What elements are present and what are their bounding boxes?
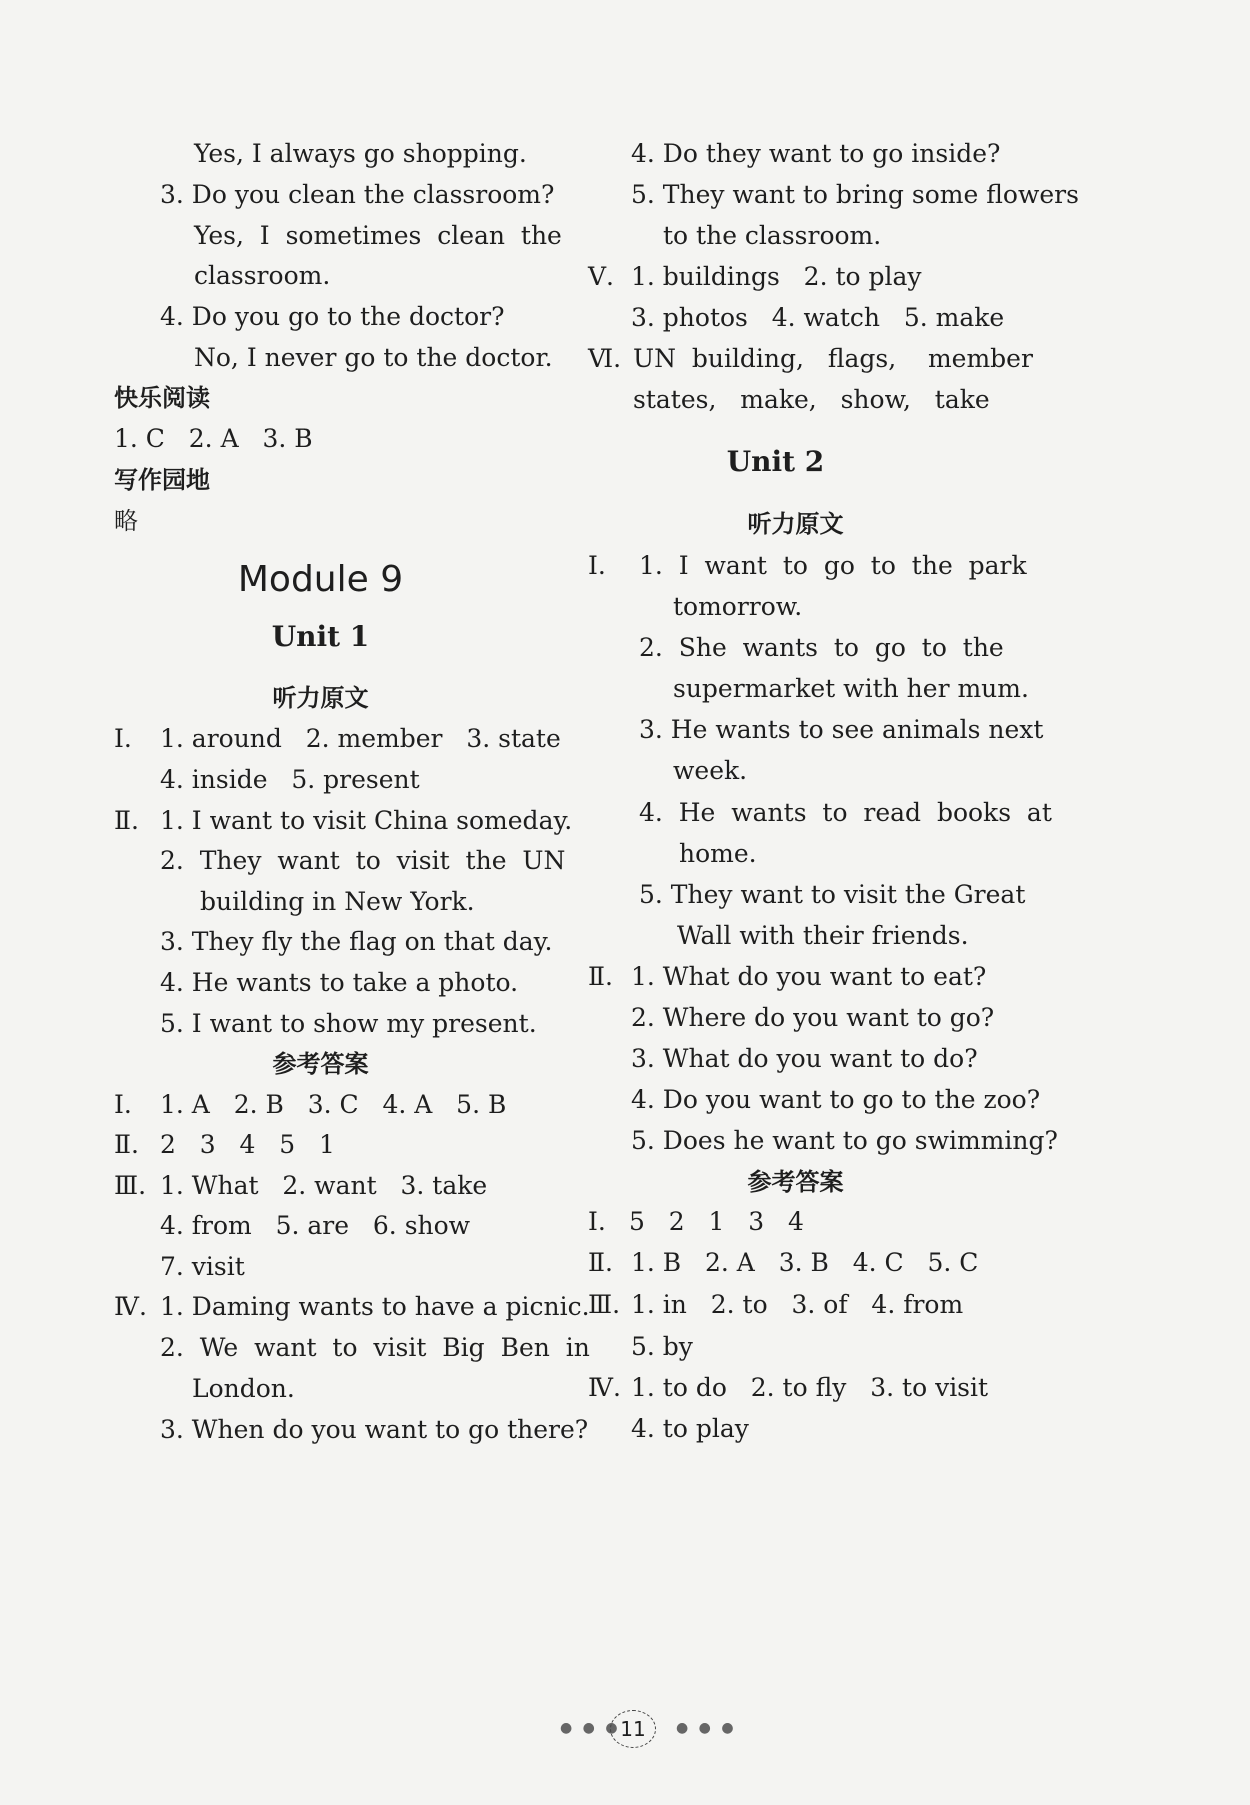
roman-numeral: Ⅳ. [114, 1292, 147, 1321]
text-line: London. [192, 1374, 295, 1403]
roman-numeral: Ⅱ. [114, 1130, 139, 1159]
roman-numeral: Ⅰ. [114, 724, 132, 753]
text-line: 2. She wants to go to the [639, 633, 1004, 662]
text-line: 3. They fly the flag on that day. [160, 927, 553, 956]
text-line: 4. inside 5. present [160, 765, 420, 794]
text-line: 3. When do you want to go there? [160, 1415, 589, 1444]
roman-numeral: Ⅰ. [114, 1090, 132, 1119]
roman-numeral: Ⅱ. [588, 962, 613, 991]
text-line: 4. to play [631, 1414, 749, 1443]
text-line: 7. visit [160, 1252, 245, 1281]
text-line: 1. around 2. member 3. state [160, 724, 561, 753]
text-line: 5. They want to bring some flowers [631, 180, 1079, 209]
listening-heading: 听力原文 [272, 684, 369, 712]
text-line: 1. I want to visit China someday. [160, 806, 573, 835]
text-line: 1. What 2. want 3. take [160, 1171, 488, 1200]
text-line: 4. Do you want to go to the zoo? [631, 1085, 1041, 1114]
text-line: 3. Do you clean the classroom? [160, 180, 555, 209]
roman-numeral: Ⅲ. [588, 1290, 621, 1319]
text-line: Yes, I sometimes clean the [194, 221, 562, 250]
reading-answers: 1. C 2. A 3. B [114, 424, 313, 453]
text-line: Yes, I always go shopping. [194, 139, 527, 168]
text-line: 1. Daming wants to have a picnic. [160, 1292, 590, 1321]
text-line: 5. They want to visit the Great [639, 880, 1026, 909]
text-line: 5. I want to show my present. [160, 1009, 537, 1038]
writing-heading: 写作园地 [114, 466, 210, 494]
decorative-dots-icon: ● ● ● [560, 1720, 621, 1736]
decorative-dots-icon: ● ● ● [676, 1720, 737, 1736]
text-line: 2. Where do you want to go? [631, 1003, 995, 1032]
text-line: Wall with their friends. [677, 921, 969, 950]
answers-heading: 参考答案 [272, 1050, 369, 1078]
text-line: 2. They want to visit the UN [160, 846, 566, 875]
text-line: 1. to do 2. to fly 3. to visit [631, 1373, 989, 1402]
roman-numeral: Ⅴ. [588, 262, 615, 291]
text-line: supermarket with her mum. [673, 674, 1029, 703]
writing-answer: 略 [114, 507, 138, 535]
text-line: 4. from 5. are 6. show [160, 1211, 471, 1240]
answers-heading: 参考答案 [747, 1168, 844, 1196]
roman-numeral: Ⅲ. [114, 1171, 147, 1200]
text-line: tomorrow. [673, 592, 803, 621]
page-footer [0, 1708, 1250, 1748]
unit-title: Unit 2 [726, 445, 825, 478]
text-line: 4. Do they want to go inside? [631, 139, 1001, 168]
roman-numeral: Ⅱ. [588, 1248, 613, 1277]
text-line: 1. A 2. B 3. C 4. A 5. B [160, 1090, 507, 1119]
text-line: 4. Do you go to the doctor? [160, 302, 505, 331]
text-line: 3. He wants to see animals next [639, 715, 1044, 744]
roman-numeral: Ⅱ. [114, 806, 139, 835]
listening-heading: 听力原文 [747, 510, 844, 538]
text-line: 2 3 4 5 1 [160, 1130, 335, 1159]
text-line: states, make, show, take [633, 385, 990, 414]
text-line: 3. What do you want to do? [631, 1044, 978, 1073]
text-line: 4. He wants to read books at [639, 798, 1052, 827]
text-line: week. [673, 756, 748, 785]
text-line: 5. Does he want to go swimming? [631, 1126, 1058, 1155]
text-line: 4. He wants to take a photo. [160, 968, 519, 997]
reading-heading: 快乐阅读 [114, 384, 210, 412]
text-line: classroom. [194, 261, 331, 290]
text-line: 1. I want to go to the park [639, 551, 1027, 580]
text-line: home. [679, 839, 757, 868]
text-line: 3. photos 4. watch 5. make [631, 303, 1005, 332]
text-line: 1. B 2. A 3. B 4. C 5. C [631, 1248, 979, 1277]
roman-numeral: Ⅵ. [588, 344, 622, 373]
text-line: No, I never go to the doctor. [194, 343, 553, 372]
text-line: building in New York. [200, 887, 475, 916]
roman-numeral: Ⅳ. [588, 1373, 621, 1402]
module-title: Module 9 [237, 559, 404, 600]
roman-numeral: Ⅰ. [588, 551, 606, 580]
roman-numeral: Ⅰ. [588, 1207, 606, 1236]
text-line: 1. buildings 2. to play [631, 262, 922, 291]
text-line: UN building, flags, member [633, 344, 1033, 373]
text-line: 1. What do you want to eat? [631, 962, 987, 991]
text-line: 1. in 2. to 3. of 4. from [631, 1290, 964, 1319]
text-line: to the classroom. [663, 221, 882, 250]
text-line: 2. We want to visit Big Ben in [160, 1333, 590, 1362]
text-line: 5. by [631, 1332, 693, 1361]
text-line: 5 2 1 3 4 [629, 1207, 804, 1236]
page-number: 11 [610, 1710, 656, 1748]
unit-title: Unit 1 [271, 620, 370, 653]
